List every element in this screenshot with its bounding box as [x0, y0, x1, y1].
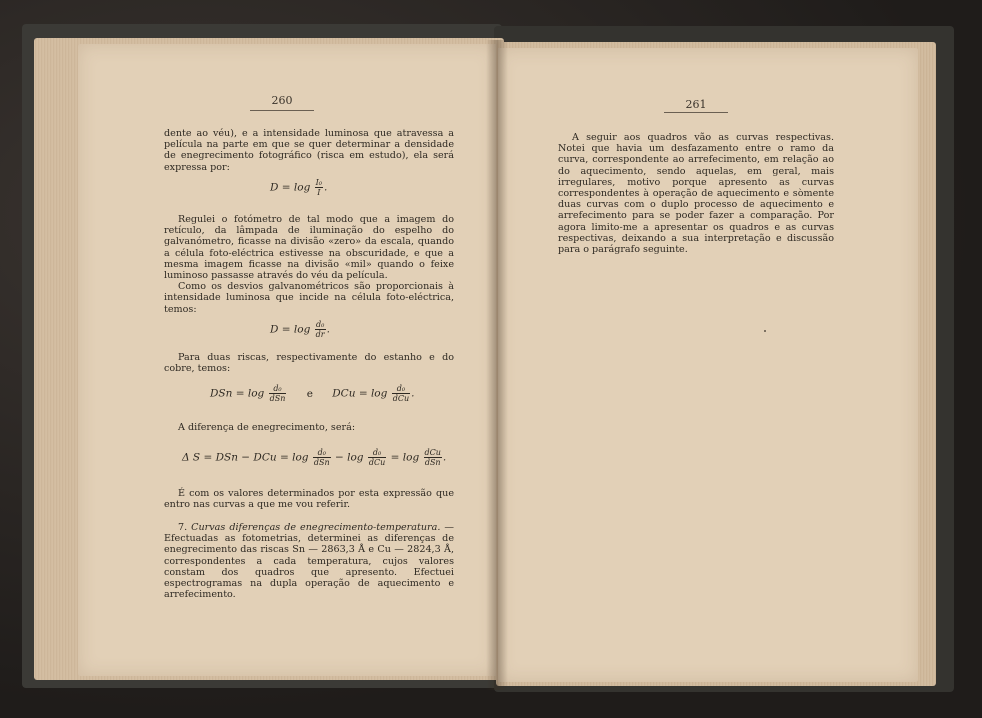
formula-sn-cu: DSn = log $\frac{\text{d₀}}{\text{dSn}}$ e DCu = log $\frac{\text{d₀}}{\text{dCu}}$ .	[210, 384, 415, 403]
section-title: Curvas diferenças de enegrecimento-temperatura.	[191, 522, 441, 533]
paragraph: dente ao véu), e a intensidade luminosa que atravessa a película na parte em que se quer determinar a densidade de enegrecimento fotográfico (risca em estudo), ela será expressa por:	[164, 128, 454, 173]
paragraph: É com os valores determinados por esta expressão que entro nas curvas a que me vou referir.	[164, 488, 454, 511]
page-number: 261	[685, 98, 707, 111]
speck	[764, 330, 766, 332]
left-page	[78, 44, 496, 676]
section-number: 7.	[178, 522, 188, 533]
paragraph: A diferença de enegrecimento, será:	[178, 422, 356, 433]
page-number-rule	[664, 112, 728, 113]
paragraph: Para duas riscas, respectivamente do estanho e do cobre, temos:	[164, 352, 454, 375]
formula-density: D = log $\frac{\text{I₀}}{I}$ .	[270, 178, 328, 197]
page-number-rule	[250, 110, 314, 111]
paragraph: A seguir aos quadros vão as curvas respectivas. Notei que havia um desfazamento entre o ramo da curva, correspondente ao arrefecimento, em relação ao do aquecimento, sendo aquelas, em geral, mais irregulares, motivo porque apresento as curvas correspondentes à operação de aquecimento e sòmente duas curvas com o duplo processo de aquecimento e arrefecimento para se poder fazer a comparação. Por agora limito-me a apresentar os quadros e as curvas respectivas, deixando a sua interpretação e discussão para o parágrafo seguinte.	[558, 132, 834, 256]
formula-difference: Δ S = DSn − DCu = log $\frac{\text{d₀}}{\text{dSn}}$ − log $\frac{\text{d₀}}{\text{dCu}}$ = log $\frac{\text{dCu}}{\text{dSn}}$ .	[182, 448, 447, 467]
formula-galvanometric: D = log $\frac{\text{d₀}}{dr}$ .	[270, 320, 330, 339]
paragraph: Regulei o fotómetro de tal modo que a imagem do retículo, da lâmpada de iluminação do espelho do galvanómetro, ficasse na divisão «zero» da escala, quando a célula foto-eléctrica estivesse na obscuridade, e que a mesma imagem ficasse na divisão «mil» quando o feixe luminoso passasse através do véu da película. Como os desvios galvanométricos são proporcionais à intensidade luminosa que incide na célula foto-eléctrica, temos:	[164, 214, 454, 315]
section-paragraph: 7. Curvas diferenças de enegrecimento-temperatura. — Efectuadas as fotometrias, determinei as diferenças de enegrecimento das riscas Sn — 2863,3 Å e Cu — 2824,3 Å, correspondentes a cada temperatura, cujos valores constam dos quadros que apresento. Efectuei espectrogramas na dupla operação de aquecimento e arrefecimento.	[164, 522, 454, 601]
page-number: 260	[271, 94, 293, 107]
right-page	[498, 48, 918, 682]
book-gutter	[486, 40, 508, 690]
